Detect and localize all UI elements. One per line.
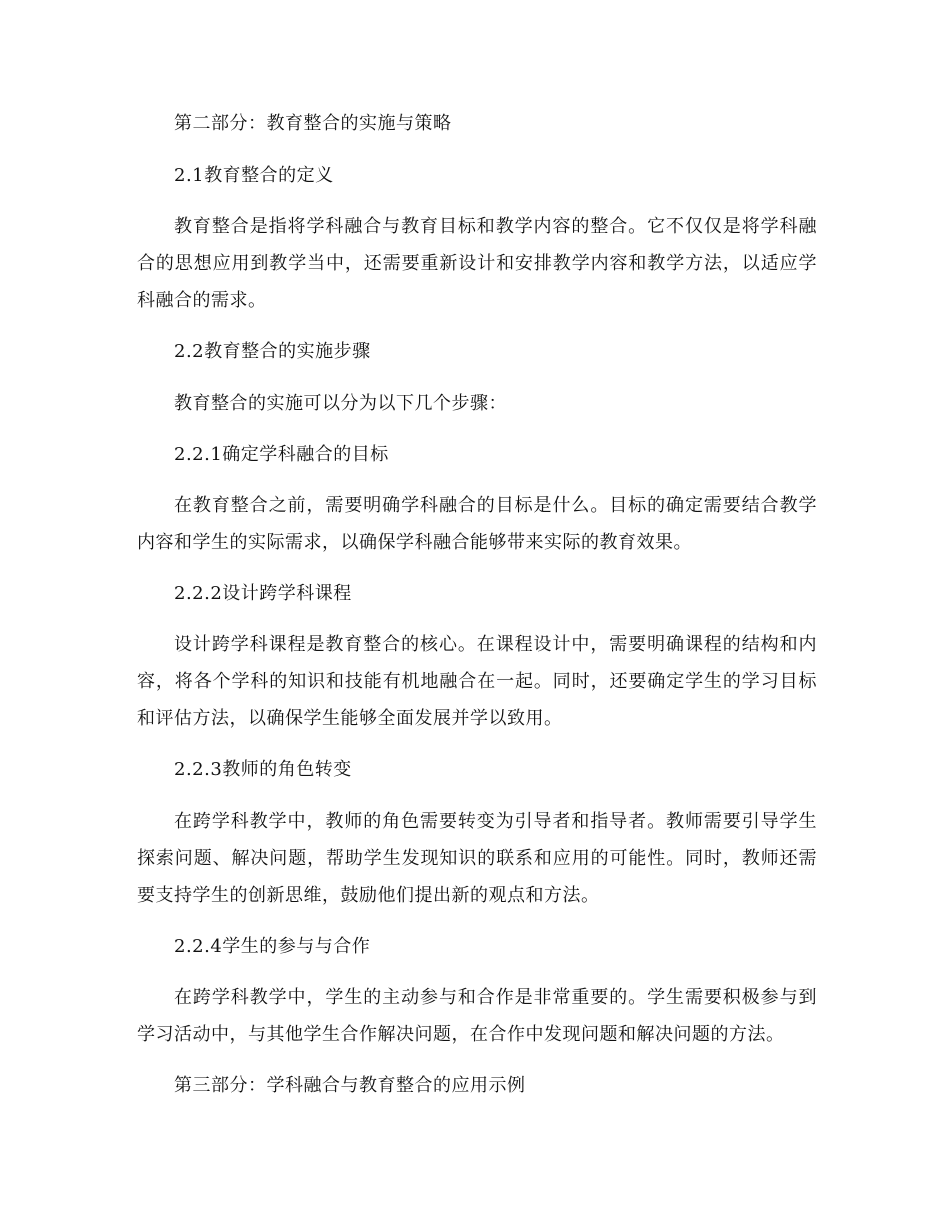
section-2-1-paragraph: 教育整合是指将学科融合与教育目标和教学内容的整合。它不仅仅是将学科融合的思想应用到教学当中，还需要重新设计和安排教学内容和教学方法，以适应学科融合的需求。 bbox=[137, 216, 817, 311]
section-2-2-1-paragraph: 在教育整合之前，需要明确学科融合的目标是什么。目标的确定需要结合教学内容和学生的实际需求，以确保学科融合能够带来实际的教育效果。 bbox=[137, 495, 817, 553]
section-2-2-heading: 2.2教育整合的实施步骤 bbox=[174, 341, 371, 362]
part2-title: 第二部分：教育整合的实施与策略 bbox=[174, 113, 452, 134]
section-2-2-3-heading: 2.2.3教师的角色转变 bbox=[174, 759, 352, 780]
section-2-2-intro: 教育整合的实施可以分为以下几个步骤： bbox=[174, 393, 507, 414]
section-2-2-2-heading: 2.2.2设计跨学科课程 bbox=[174, 583, 352, 604]
section-2-2-1-heading: 2.2.1确定学科融合的目标 bbox=[174, 444, 389, 465]
section-2-2-2-paragraph: 设计跨学科课程是教育整合的核心。在课程设计中，需要明确课程的结构和内容，将各个学科的知识和技能有机地融合在一起。同时，还要确定学生的学习目标和评估方法，以确保学生能够全面发展并学以致用。 bbox=[137, 634, 817, 729]
part3-title: 第三部分：学科融合与教育整合的应用示例 bbox=[174, 1075, 526, 1096]
section-2-2-3-paragraph: 在跨学科教学中，教师的角色需要转变为引导者和指导者。教师需要引导学生探索问题、解决问题，帮助学生发现知识的联系和应用的可能性。同时，教师还需要支持学生的创新思维，鼓励他们提出新的观点和方法。 bbox=[137, 811, 817, 906]
section-2-1-heading: 2.1教育整合的定义 bbox=[174, 165, 334, 186]
section-2-2-4-paragraph: 在跨学科教学中，学生的主动参与和合作是非常重要的。学生需要积极参与到学习活动中，与其他学生合作解决问题，在合作中发现问题和解决问题的方法。 bbox=[137, 987, 817, 1045]
section-2-2-4-heading: 2.2.4学生的参与与合作 bbox=[174, 936, 371, 957]
